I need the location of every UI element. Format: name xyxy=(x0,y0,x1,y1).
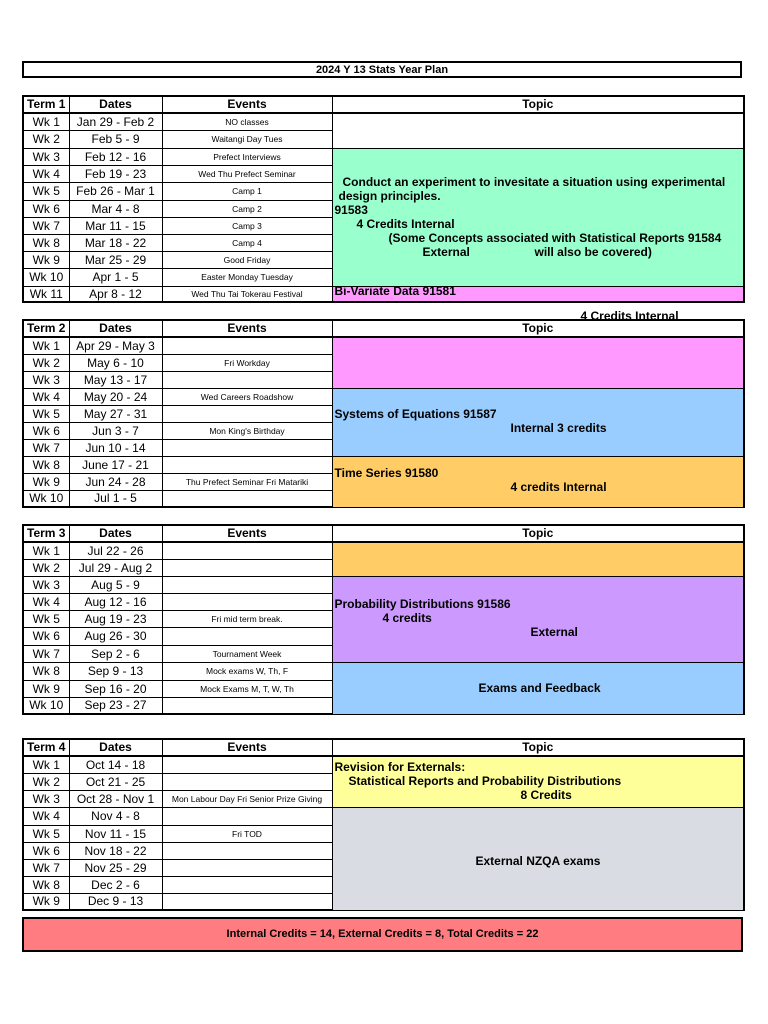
week-row xyxy=(23,113,744,130)
week-dates: Mar 18 - 22 xyxy=(69,234,162,251)
week-row xyxy=(23,576,744,593)
week-label: Wk 6 xyxy=(23,422,69,439)
week-event: Tournament Week xyxy=(162,645,332,662)
week-event xyxy=(162,542,332,559)
topic-text: Time Series 91580 xyxy=(334,465,439,480)
topic-block xyxy=(332,388,744,456)
week-event: Fri mid term break. xyxy=(162,610,332,627)
topic-block xyxy=(332,456,744,507)
week-dates: Feb 5 - 9 xyxy=(69,130,162,148)
week-label: Wk 3 xyxy=(23,371,69,388)
week-event: Camp 3 xyxy=(162,217,332,234)
week-label: Wk 4 xyxy=(23,388,69,405)
week-label: Wk 8 xyxy=(23,662,69,680)
week-label: Wk 9 xyxy=(23,251,69,268)
week-dates: Oct 21 - 25 xyxy=(69,773,162,790)
week-dates: Feb 12 - 16 xyxy=(69,148,162,165)
week-row xyxy=(23,456,744,473)
page-title: 2024 Y 13 Stats Year Plan xyxy=(22,61,742,78)
events-header: Events xyxy=(162,320,332,337)
dates-header: Dates xyxy=(69,96,162,113)
week-label: Wk 2 xyxy=(23,773,69,790)
week-dates: May 27 - 31 xyxy=(69,405,162,422)
topic-block xyxy=(332,283,744,323)
week-event xyxy=(162,807,332,825)
week-event: Camp 4 xyxy=(162,234,332,251)
week-event xyxy=(162,405,332,422)
week-event: Prefect Interviews xyxy=(162,148,332,165)
week-dates: Oct 14 - 18 xyxy=(69,756,162,773)
week-event: Fri Workday xyxy=(162,354,332,371)
week-dates: Nov 11 - 15 xyxy=(69,825,162,842)
topic-text: Internal 3 credits xyxy=(510,420,607,435)
week-label: Wk 7 xyxy=(23,645,69,662)
topic-text: 4 Credits Internal xyxy=(580,308,679,323)
week-label: Wk 8 xyxy=(23,234,69,251)
week-dates: June 17 - 21 xyxy=(69,456,162,473)
topic-text: Probability Distributions 91586 xyxy=(334,596,511,611)
week-label: Wk 6 xyxy=(23,200,69,217)
topic-text: 4 credits Internal xyxy=(510,479,607,494)
week-event xyxy=(162,559,332,576)
week-event: Easter Monday Tuesday xyxy=(162,268,332,286)
week-event: Wed Thu Prefect Seminar xyxy=(162,165,332,182)
week-label: Wk 7 xyxy=(23,217,69,234)
week-event: Mon Labour Day Fri Senior Prize Giving xyxy=(162,790,332,807)
week-label: Wk 7 xyxy=(23,859,69,876)
week-event xyxy=(162,490,332,507)
week-event: Camp 2 xyxy=(162,200,332,217)
topic-text: Exams and Feedback xyxy=(478,680,601,695)
topic-text: Bi-Variate Data 91581 xyxy=(334,283,456,298)
term-table xyxy=(22,738,745,911)
week-dates: Aug 5 - 9 xyxy=(69,576,162,593)
week-label: Wk 3 xyxy=(23,790,69,807)
week-label: Wk 1 xyxy=(23,542,69,559)
topic-text: Statistical Reports and Probability Distributions xyxy=(348,774,622,788)
topic-block xyxy=(332,756,744,807)
week-row xyxy=(23,662,744,680)
week-label: Wk 9 xyxy=(23,680,69,697)
week-event: Camp 1 xyxy=(162,182,332,200)
week-event: Good Friday xyxy=(162,251,332,268)
week-row xyxy=(23,388,744,405)
week-event: Thu Prefect Seminar Fri Matariki xyxy=(162,473,332,490)
term-label: Term 1 xyxy=(23,96,69,113)
week-row xyxy=(23,148,744,165)
topic-text: Systems of Equations 91587 xyxy=(334,406,497,421)
topic-text: 91583 xyxy=(334,202,368,217)
week-label: Wk 2 xyxy=(23,559,69,576)
week-event xyxy=(162,773,332,790)
topic-block xyxy=(332,807,744,910)
topic-block xyxy=(332,662,744,714)
week-row xyxy=(23,542,744,559)
term-table xyxy=(22,95,745,323)
week-event: Fri TOD xyxy=(162,825,332,842)
dates-header: Dates xyxy=(69,525,162,542)
week-event: NO classes xyxy=(162,113,332,130)
week-dates: Jun 24 - 28 xyxy=(69,473,162,490)
events-header: Events xyxy=(162,525,332,542)
week-dates: May 20 - 24 xyxy=(69,388,162,405)
week-dates: Nov 25 - 29 xyxy=(69,859,162,876)
week-row xyxy=(23,286,744,302)
week-dates: Sep 2 - 6 xyxy=(69,645,162,662)
week-label: Wk 3 xyxy=(23,576,69,593)
week-label: Wk 8 xyxy=(23,456,69,473)
week-label: Wk 5 xyxy=(23,405,69,422)
week-event: Mock Exams M, T, W, Th xyxy=(162,680,332,697)
week-dates: Apr 1 - 5 xyxy=(69,268,162,286)
week-dates: Apr 8 - 12 xyxy=(69,286,162,302)
week-dates: Nov 4 - 8 xyxy=(69,807,162,825)
week-event: Mock exams W, Th, F xyxy=(162,662,332,680)
topic-block xyxy=(332,576,744,662)
week-label: Wk 8 xyxy=(23,876,69,893)
week-dates: Feb 26 - Mar 1 xyxy=(69,182,162,200)
dates-header: Dates xyxy=(69,739,162,756)
week-label: Wk 4 xyxy=(23,165,69,182)
week-event: Wed Thu Tai Tokerau Festival xyxy=(162,286,332,302)
week-label: Wk 2 xyxy=(23,354,69,371)
topic-text: External xyxy=(530,624,578,639)
topic-block xyxy=(332,337,744,388)
week-dates: May 13 - 17 xyxy=(69,371,162,388)
week-dates: Aug 19 - 23 xyxy=(69,610,162,627)
topic-text: will also be covered) xyxy=(534,244,652,259)
week-event xyxy=(162,576,332,593)
term-4-table xyxy=(22,738,743,911)
week-event: Mon King's Birthday xyxy=(162,422,332,439)
week-label: Wk 10 xyxy=(23,490,69,507)
week-dates: Feb 19 - 23 xyxy=(69,165,162,182)
week-dates: Sep 23 - 27 xyxy=(69,697,162,714)
term-table xyxy=(22,524,745,715)
week-dates: Jul 1 - 5 xyxy=(69,490,162,507)
week-dates: May 6 - 10 xyxy=(69,354,162,371)
week-label: Wk 6 xyxy=(23,627,69,645)
topic-text: External NZQA exams xyxy=(475,853,601,868)
week-dates: Nov 18 - 22 xyxy=(69,842,162,859)
week-dates: Aug 26 - 30 xyxy=(69,627,162,645)
week-dates: Oct 28 - Nov 1 xyxy=(69,790,162,807)
week-label: Wk 10 xyxy=(23,268,69,286)
week-label: Wk 11 xyxy=(23,286,69,302)
week-dates: Mar 11 - 15 xyxy=(69,217,162,234)
topic-header: Topic xyxy=(332,739,744,756)
week-event xyxy=(162,756,332,773)
week-dates: Mar 25 - 29 xyxy=(69,251,162,268)
week-dates: Sep 16 - 20 xyxy=(69,680,162,697)
topic-header: Topic xyxy=(332,320,744,337)
week-label: Wk 3 xyxy=(23,148,69,165)
topic-block xyxy=(332,113,744,148)
topic-text: Conduct an experiment to invesitate a situation using experimental xyxy=(342,174,726,189)
week-event xyxy=(162,439,332,456)
week-row xyxy=(23,807,744,825)
week-row xyxy=(23,337,744,354)
week-event xyxy=(162,593,332,610)
week-row xyxy=(23,756,744,773)
topic-text: (Some Concepts associated with Statistical Reports 91584 xyxy=(388,230,722,245)
week-dates: Jan 29 - Feb 2 xyxy=(69,113,162,130)
topic-block xyxy=(332,542,744,576)
week-label: Wk 4 xyxy=(23,593,69,610)
topic-text: 8 Credits xyxy=(520,788,572,802)
week-event xyxy=(162,337,332,354)
term-3-table xyxy=(22,524,743,715)
week-dates: Dec 2 - 6 xyxy=(69,876,162,893)
topic-text: 4 Credits Internal xyxy=(356,216,455,231)
topic-header: Topic xyxy=(332,96,744,113)
week-dates: Aug 12 - 16 xyxy=(69,593,162,610)
topic-header: Topic xyxy=(332,525,744,542)
week-event: Wed Careers Roadshow xyxy=(162,388,332,405)
week-label: Wk 2 xyxy=(23,130,69,148)
week-dates: Mar 4 - 8 xyxy=(69,200,162,217)
week-event xyxy=(162,842,332,859)
week-dates: Sep 9 - 13 xyxy=(69,662,162,680)
week-event xyxy=(162,456,332,473)
week-label: Wk 4 xyxy=(23,807,69,825)
week-label: Wk 10 xyxy=(23,697,69,714)
events-header: Events xyxy=(162,96,332,113)
week-dates: Jun 10 - 14 xyxy=(69,439,162,456)
week-dates: Dec 9 - 13 xyxy=(69,893,162,910)
week-label: Wk 9 xyxy=(23,473,69,490)
week-dates: Apr 29 - May 3 xyxy=(69,337,162,354)
term-label: Term 2 xyxy=(23,320,69,337)
topic-text: External xyxy=(422,244,470,259)
term-label: Term 4 xyxy=(23,739,69,756)
term-2-table xyxy=(22,319,743,508)
week-label: Wk 5 xyxy=(23,825,69,842)
week-label: Wk 1 xyxy=(23,756,69,773)
week-event xyxy=(162,876,332,893)
term-table xyxy=(22,319,745,508)
week-dates: Jun 3 - 7 xyxy=(69,422,162,439)
week-event xyxy=(162,893,332,910)
week-event: Waitangi Day Tues xyxy=(162,130,332,148)
week-label: Wk 5 xyxy=(23,182,69,200)
week-label: Wk 9 xyxy=(23,893,69,910)
week-label: Wk 6 xyxy=(23,842,69,859)
topic-text: design principles. xyxy=(338,188,441,203)
week-event xyxy=(162,859,332,876)
week-event xyxy=(162,697,332,714)
topic-block xyxy=(332,148,744,286)
dates-header: Dates xyxy=(69,320,162,337)
week-label: Wk 1 xyxy=(23,113,69,130)
week-label: Wk 5 xyxy=(23,610,69,627)
term-1-table xyxy=(22,95,743,323)
topic-text: 4 credits xyxy=(382,610,432,625)
week-label: Wk 1 xyxy=(23,337,69,354)
credits-summary: Internal Credits = 14, External Credits = 8, Total Credits = 22 xyxy=(22,917,743,952)
week-event xyxy=(162,627,332,645)
week-dates: Jul 22 - 26 xyxy=(69,542,162,559)
week-event xyxy=(162,371,332,388)
topic-text: Revision for Externals: xyxy=(334,760,466,774)
term-label: Term 3 xyxy=(23,525,69,542)
week-dates: Jul 29 - Aug 2 xyxy=(69,559,162,576)
events-header: Events xyxy=(162,739,332,756)
week-label: Wk 7 xyxy=(23,439,69,456)
